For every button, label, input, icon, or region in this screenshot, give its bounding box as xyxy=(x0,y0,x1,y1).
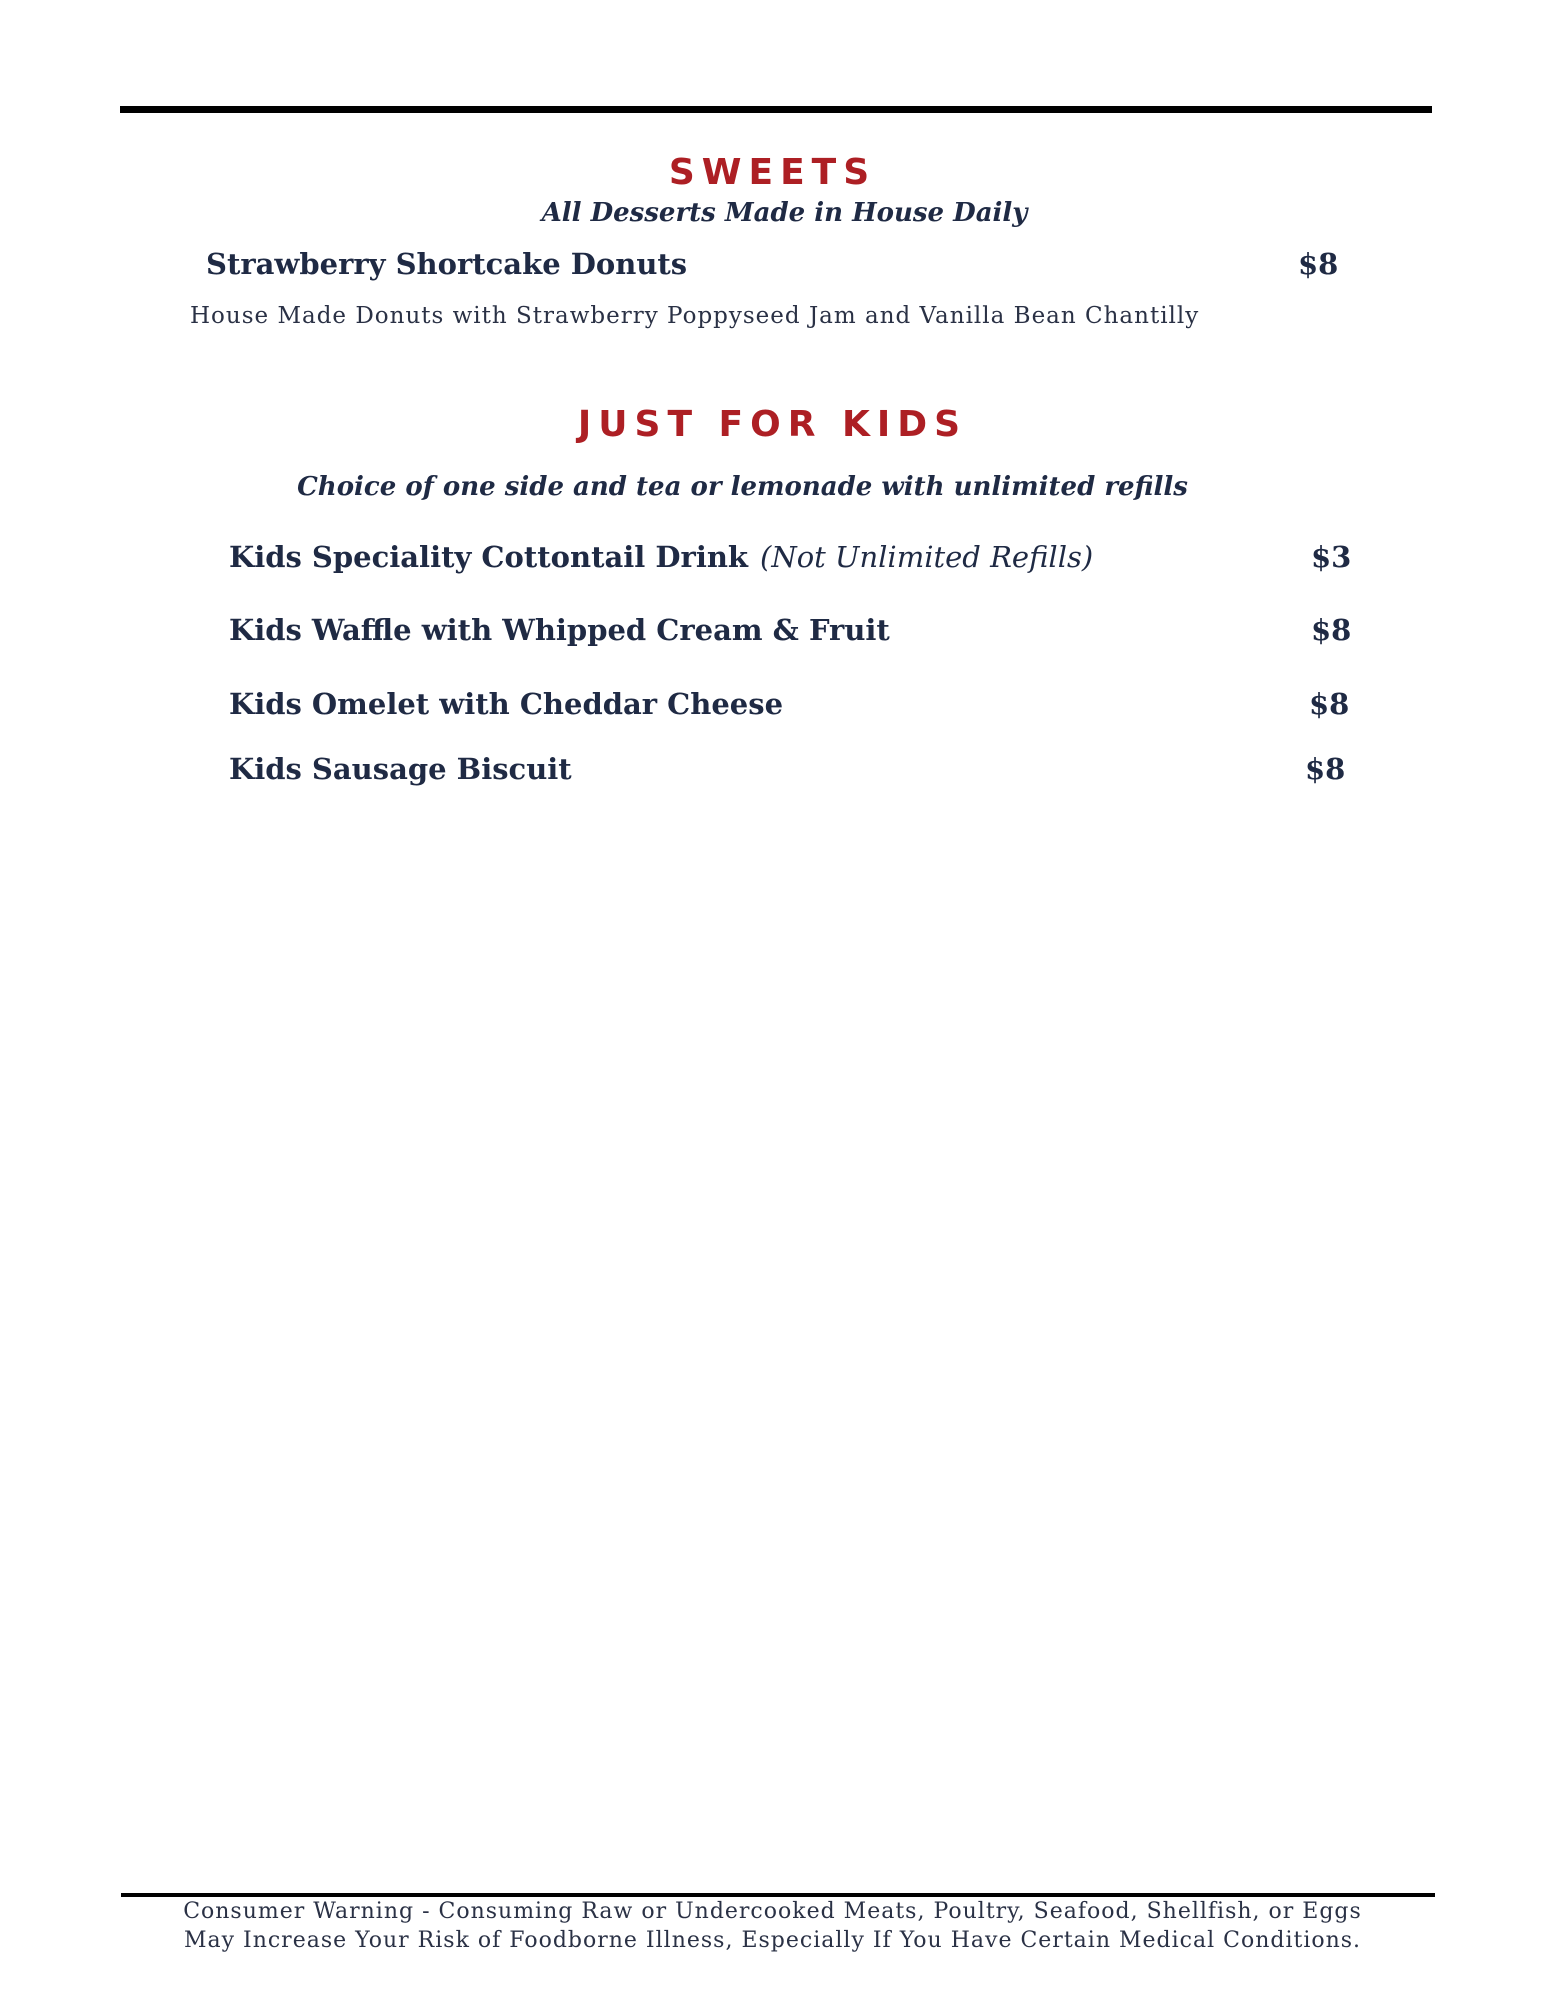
consumer-warning-line-1: Consumer Warning - Consuming Raw or Undercooked Meats, Poultry, Seafood, Shellfish, or Eggs xyxy=(183,1899,1362,1924)
sweets-item-name: Strawberry Shortcake Donuts xyxy=(206,247,688,281)
kids-heading: JUST FOR KIDS xyxy=(577,404,968,445)
kids-subtitle: Choice of one side and tea or lemonade with unlimited refills xyxy=(297,472,1188,502)
sweets-item-description: House Made Donuts with Strawberry Poppyseed Jam and Vanilla Bean Chantilly xyxy=(190,303,1200,329)
sweets-heading: SWEETS xyxy=(668,152,877,193)
kids-item-price: $8 xyxy=(1311,613,1352,647)
kids-item-name: Kids Sausage Biscuit xyxy=(229,752,572,786)
sweets-item-price: $8 xyxy=(1298,247,1339,281)
kids-item-price: $8 xyxy=(1305,752,1346,786)
top-divider xyxy=(120,106,1432,113)
kids-item-name: Kids Waffle with Whipped Cream & Fruit xyxy=(229,613,890,647)
sweets-subtitle: All Desserts Made in House Daily xyxy=(541,198,1028,228)
consumer-warning-line-2: May Increase Your Risk of Foodborne Illness, Especially If You Have Certain Medical Conditions. xyxy=(183,1928,1362,1953)
kids-item-title: Kids Speciality Cottontail Drink xyxy=(229,540,749,574)
kids-item-price: $8 xyxy=(1309,687,1350,721)
kids-item-note: (Not Unlimited Refills) xyxy=(760,540,1094,574)
kids-item-price: $3 xyxy=(1311,540,1352,574)
kids-item-name xyxy=(229,540,1093,574)
kids-item-name: Kids Omelet with Cheddar Cheese xyxy=(229,687,784,721)
bottom-divider xyxy=(121,1893,1435,1897)
